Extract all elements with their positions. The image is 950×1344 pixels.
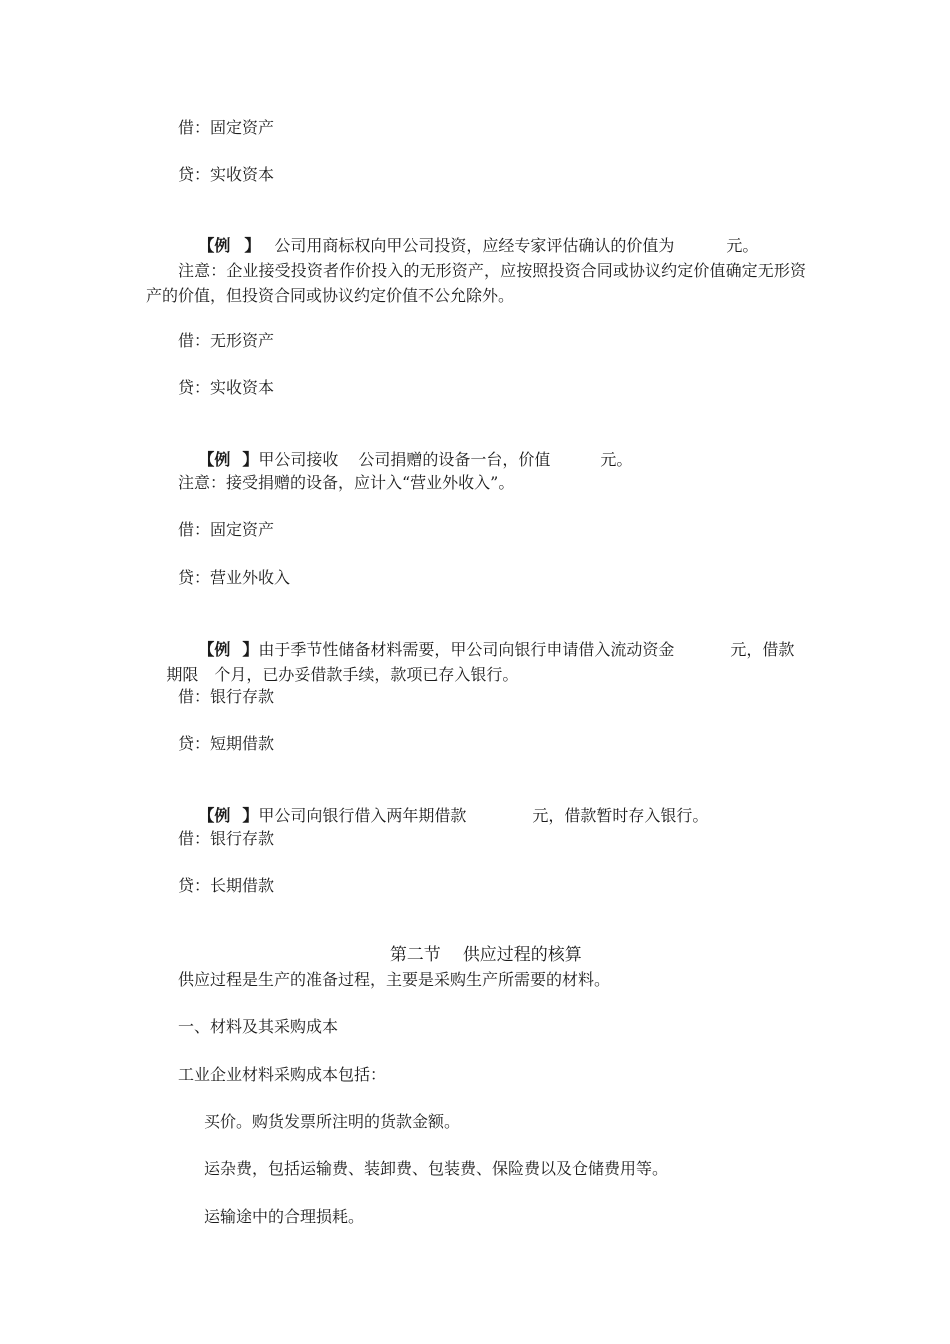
example-text: 由于季节性储备材料需要，甲公司向银行申请借入流动资金 [258,640,675,659]
journal-credit-paid-in-capital: 贷：实收资本 [178,378,275,397]
journal-credit-paid-in-capital: 贷：实收资本 [178,165,275,184]
example-bracket-close: 】 [242,640,259,659]
example-bracket-close: 】 [242,806,259,825]
journal-credit-short-term-loans: 贷：短期借款 [178,734,275,753]
journal-debit-fixed-assets: 借：固定资产 [178,520,275,539]
example-text: 甲公司接收 [258,450,339,469]
example-text: 元。 [726,236,759,255]
note-donation: 注意：接受捐赠的设备，应计入“营业外收入”。 [178,473,515,492]
cost-item-purchase-price: 买价。购货发票所注明的货款金额。 [204,1112,461,1131]
example-bracket-open: 【例 [198,640,231,659]
supply-process-intro: 供应过程是生产的准备过程，主要是采购生产所需要的材料。 [178,970,611,989]
cost-components-intro: 工业企业材料采购成本包括： [178,1065,387,1084]
example-bracket-close: 】 [242,450,259,469]
journal-debit-bank-deposits: 借：银行存款 [178,687,275,706]
section-number: 第二节 [389,945,441,965]
example-bracket-open: 【例 [198,806,231,825]
journal-debit-bank-deposits: 借：银行存款 [178,829,275,848]
journal-debit-fixed-assets: 借：固定资产 [178,118,275,137]
example-text: 元，借款 [730,640,795,659]
example-text: 元，借款暂时存入银行。 [532,806,709,825]
journal-credit-non-operating-income: 贷：营业外收入 [178,568,291,587]
section-heading: 供应过程的核算 [462,945,582,965]
journal-credit-long-term-loans: 贷：长期借款 [178,876,275,895]
example-text: 元。 [600,450,633,469]
note-intangible-assets: 注意：企业接受投资者作价投入的无形资产，应按照投资合同或协议约定价值确定无形资产的价值，但投资合同或协议约定价值不公允除外。 [146,261,806,305]
example-text: 公司用商标权向甲公司投资，应经专家评估确认的价值为 [274,236,675,255]
example-bracket-open: 【例 [198,450,231,469]
example-text: 期限 [166,665,199,684]
example-text: 个月，已办妥借款手续，款项已存入银行。 [214,665,519,684]
example-text: 甲公司向银行借入两年期借款 [258,806,467,825]
example-text: 公司捐赠的设备一台，价值 [358,450,551,469]
cost-item-freight: 运杂费，包括运输费、装卸费、包装费、保险费以及仓储费用等。 [204,1159,669,1178]
journal-debit-intangible-assets: 借：无形资产 [178,331,275,350]
example-bracket-open: 【例 [198,236,231,255]
example-bracket-close: 】 [244,236,261,255]
subsection-heading: 一、材料及其采购成本 [178,1017,339,1036]
cost-item-reasonable-loss: 运输途中的合理损耗。 [204,1207,365,1226]
